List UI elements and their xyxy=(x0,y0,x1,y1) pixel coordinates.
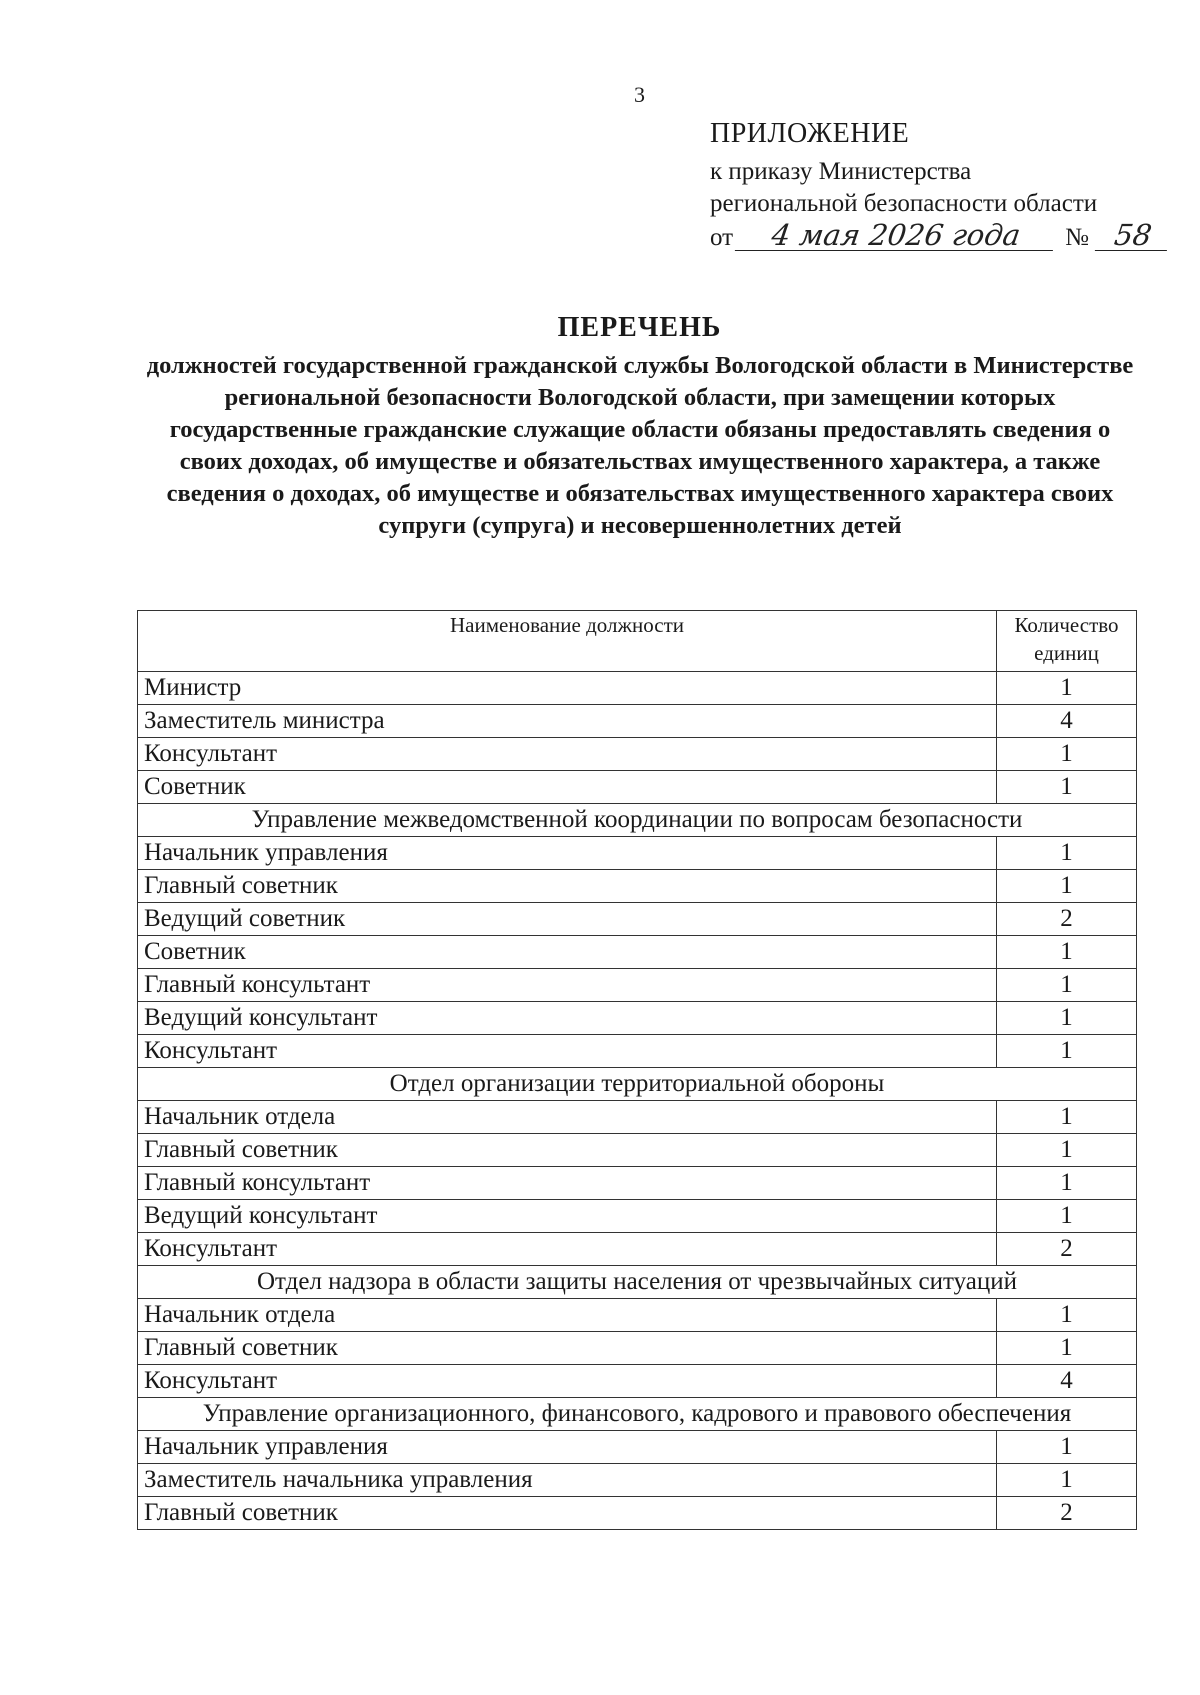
quantity-cell: 2 xyxy=(997,1233,1137,1266)
table-row xyxy=(138,1299,1137,1332)
quantity-cell: 1 xyxy=(997,837,1137,870)
quantity-cell: 2 xyxy=(997,1497,1137,1530)
table-row xyxy=(138,1497,1137,1530)
table-row xyxy=(138,672,1137,705)
quantity-cell: 1 xyxy=(997,969,1137,1002)
table-row xyxy=(138,1002,1137,1035)
section-title: Отдел надзора в области защиты населения от чрезвычайных ситуаций xyxy=(138,1266,1137,1299)
position-name-cell: Главный советник xyxy=(138,1332,997,1365)
quantity-cell: 1 xyxy=(997,1167,1137,1200)
table-body xyxy=(138,672,1137,1530)
position-name-cell: Консультант xyxy=(138,738,997,771)
table-row xyxy=(138,1233,1137,1266)
position-name-cell: Заместитель министра xyxy=(138,705,997,738)
quantity-cell: 1 xyxy=(997,672,1137,705)
table-row xyxy=(138,738,1137,771)
position-name-cell: Главный советник xyxy=(138,870,997,903)
position-name-cell: Начальник управления xyxy=(138,837,997,870)
section-row xyxy=(138,1266,1137,1299)
table-row xyxy=(138,1134,1137,1167)
appendix-line-ministry: региональной безопасности области xyxy=(710,190,1098,217)
appendix-block xyxy=(710,118,1180,254)
quantity-cell: 1 xyxy=(997,1035,1137,1068)
quantity-cell: 1 xyxy=(997,1200,1137,1233)
quantity-cell: 4 xyxy=(997,1365,1137,1398)
quantity-cell: 1 xyxy=(997,1002,1137,1035)
table-row xyxy=(138,705,1137,738)
section-title: Управление организационного, финансового, кадрового и правового обеспечения xyxy=(138,1398,1137,1431)
order-number: 58 xyxy=(1095,220,1171,251)
document-title: ПЕРЕЧЕНЬ xyxy=(557,312,722,343)
quantity-cell: 2 xyxy=(997,903,1137,936)
table-row xyxy=(138,936,1137,969)
section-row xyxy=(138,1398,1137,1431)
order-date: 4 мая 2026 года xyxy=(735,220,1057,251)
position-name-cell: Советник xyxy=(138,936,997,969)
quantity-cell: 1 xyxy=(997,771,1137,804)
appendix-line-order: к приказу Министерства xyxy=(710,158,972,185)
position-name-cell: Ведущий советник xyxy=(138,903,997,936)
document-subtitle: должностей государственной гражданской службы Вологодской области в Министерстве региональной безопасности Вологодской области, при замещении которых государственные гражданские служащие области обязаны предоставлять сведения о своих доходах, об имуществе и обязательствах имущественного характера, а также сведения о доходах, об имуществе и обязательствах имущественного характера своих супруги (супруга) и несовершеннолетних детей xyxy=(146,352,1134,539)
position-name-cell: Начальник отдела xyxy=(138,1101,997,1134)
table-row xyxy=(138,1035,1137,1068)
quantity-cell: 1 xyxy=(997,738,1137,771)
section-row xyxy=(138,804,1137,837)
quantity-cell: 1 xyxy=(997,1464,1137,1497)
table-row xyxy=(138,1200,1137,1233)
header-position-name: Наименование должности xyxy=(138,611,997,672)
position-name-cell: Начальник отдела xyxy=(138,1299,997,1332)
number-label: № xyxy=(1065,224,1089,251)
position-name-cell: Консультант xyxy=(138,1233,997,1266)
section-title: Управление межведомственной координации по вопросам безопасности xyxy=(138,804,1137,837)
position-name-cell: Министр xyxy=(138,672,997,705)
position-name-cell: Главный консультант xyxy=(138,1167,997,1200)
quantity-cell: 1 xyxy=(997,1431,1137,1464)
position-name-cell: Советник xyxy=(138,771,997,804)
position-name-cell: Ведущий консультант xyxy=(138,1002,997,1035)
table-row xyxy=(138,870,1137,903)
table-row xyxy=(138,1101,1137,1134)
quantity-cell: 1 xyxy=(997,1332,1137,1365)
position-name-cell: Консультант xyxy=(138,1035,997,1068)
position-name-cell: Главный советник xyxy=(138,1497,997,1530)
header-quantity: Количество единиц xyxy=(997,611,1137,672)
table-header-row xyxy=(138,611,1137,672)
positions-table xyxy=(137,610,1137,1530)
table-row xyxy=(138,1332,1137,1365)
table-row xyxy=(138,1464,1137,1497)
position-name-cell: Главный консультант xyxy=(138,969,997,1002)
table-row xyxy=(138,837,1137,870)
position-name-cell: Начальник управления xyxy=(138,1431,997,1464)
section-row xyxy=(138,1068,1137,1101)
quantity-cell: 1 xyxy=(997,870,1137,903)
position-name-cell: Консультант xyxy=(138,1365,997,1398)
table-row xyxy=(138,969,1137,1002)
position-name-cell: Заместитель начальника управления xyxy=(138,1464,997,1497)
quantity-cell: 1 xyxy=(997,1101,1137,1134)
table-row xyxy=(138,1431,1137,1464)
table-row xyxy=(138,1167,1137,1200)
quantity-cell: 4 xyxy=(997,705,1137,738)
table-row xyxy=(138,1365,1137,1398)
table-row xyxy=(138,771,1137,804)
section-title: Отдел организации территориальной обороны xyxy=(138,1068,1137,1101)
position-name-cell: Главный советник xyxy=(138,1134,997,1167)
position-name-cell: Ведущий консультант xyxy=(138,1200,997,1233)
quantity-cell: 1 xyxy=(997,1134,1137,1167)
order-date-line xyxy=(710,220,1180,254)
quantity-cell: 1 xyxy=(997,936,1137,969)
quantity-cell: 1 xyxy=(997,1299,1137,1332)
from-label: от xyxy=(710,224,734,251)
appendix-title: ПРИЛОЖЕНИЕ xyxy=(710,118,910,149)
page-number: 3 xyxy=(634,82,645,107)
table-row xyxy=(138,903,1137,936)
